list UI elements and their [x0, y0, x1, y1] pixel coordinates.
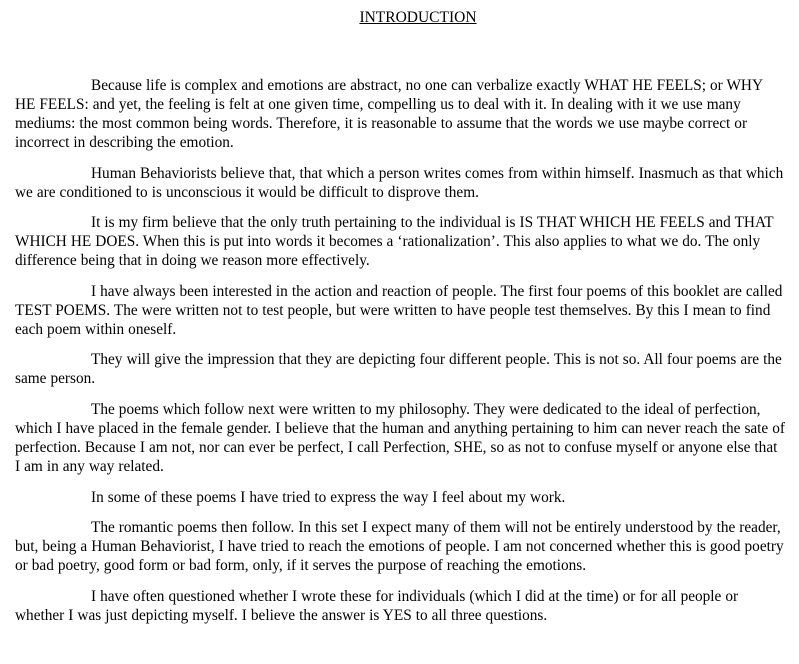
paragraph-3: It is my firm believe that the only truth pertaining to the individual is IS THAT WHICH HE FEELS and THAT WHICH HE DOES. When this is put into words it becomes a ‘rationalization’. This also applies to what we do. The only difference being that in doing we reason more effectively. [15, 214, 774, 270]
paragraph-2: Human Behaviorists believe that, that which a person writes comes from within himself. Inasmuch as that which we are conditioned to is unconscious it would be difficult to disprove them. [15, 164, 784, 201]
document-title: INTRODUCTION [359, 9, 477, 26]
paragraph-8: The romantic poems then follow. In this set I expect many of them will not be entirely understood by the reader, but, being a Human Behaviorist, I have tried to reach the emotions of people. I am not concerned whether this is good poetry or bad poetry, good form or bad form, only, if it serves the purpose of reaching the emotions. [15, 519, 784, 575]
paragraph-6: The poems which follow next were written to my philosophy. They were dedicated to the ideal of perfection, which I have placed in the female gender. I believe that the human and anything pertaining to him can never reach the sate of perfection. Because I am not, nor can ever be perfect, I call Perfection, SHE, so as not to confuse myself or anyone else that I am in any way related. [15, 400, 785, 475]
paragraph-1: Because life is complex and emotions are abstract, no one can verbalize exactly WHAT HE FEELS; or WHY HE FEELS: and yet, the feeling is felt at one given time, compelling us to deal with it. In dealing with it we use many mediums: the most common being words. Therefore, it is reasonable to assume that the words we use maybe correct or incorrect in describing the emotion. [15, 77, 763, 151]
paragraph-4: I have always been interested in the action and reaction of people. The first four poems of this booklet are called TEST POEMS. The were written not to test people, but were written to have people test themselves. By this I mean to find each poem within oneself. [15, 282, 783, 338]
paragraph-7: In some of these poems I have tried to express the way I feel about my work. [91, 488, 566, 506]
paragraph-5: They will give the impression that they are depicting four different people. This is not so. All four poems are the same person. [15, 351, 782, 388]
document-page [15, 8, 785, 636]
paragraph-9: I have often questioned whether I wrote these for individuals (which I did at the time) or for all people or whether I was just depicting myself. I believe the answer is YES to all three questions. [15, 587, 739, 624]
